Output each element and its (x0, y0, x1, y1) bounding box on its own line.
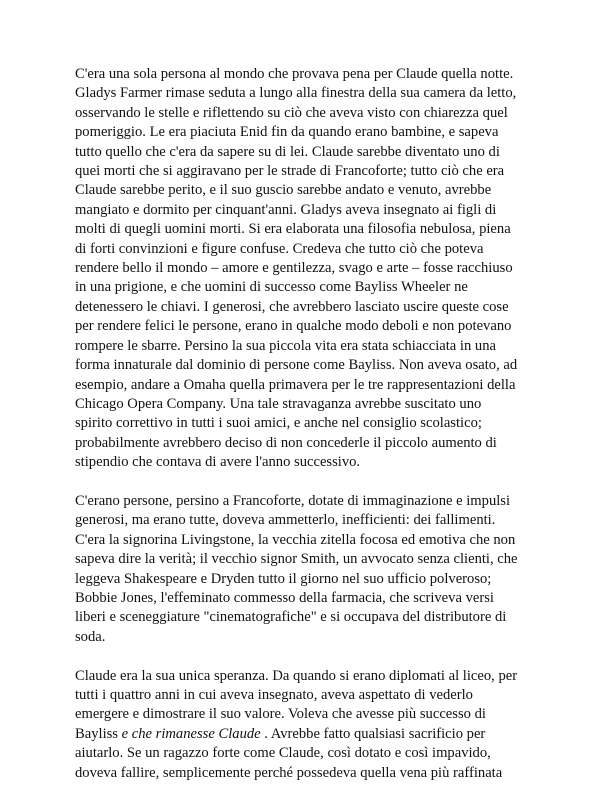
text-line: pomeriggio. Le era piaciuta Enid fin da quando erano bambine, e sapeva (75, 124, 499, 141)
text-line: stipendio che contava di avere l'anno successivo. (75, 454, 361, 471)
text-line: Chicago Opera Company. Una tale stravaganza avrebbe suscitato uno (75, 395, 482, 412)
text-line: tutti i quattro anni in cui aveva insegnato, aveva aspettato di vederlo (75, 686, 473, 703)
text-line: probabilmente avrebbero deciso di non concederle il piccolo aumento di (75, 434, 497, 451)
text-line: leggeva Shakespeare e Dryden tutto il giorno nel suo ufficio polveroso; (75, 570, 492, 587)
text-segment: Bayliss (75, 725, 122, 742)
text-line: sapeva dire la verità; il vecchio signor Smith, un avvocato senza clienti, che (75, 551, 518, 568)
text-line: Gladys Farmer rimase seduta a lungo alla finestra della sua camera da letto, (75, 85, 517, 102)
text-line: molti di quegli uomini morti. Si era elaborata una filosofia nebulosa, piena (75, 221, 511, 238)
text-line: emergere e dimostrare il suo valore. Voleva che avesse più successo di (75, 706, 486, 723)
text-line: di forti convinzioni e figure confuse. Credeva che tutto ciò che poteva (75, 240, 484, 257)
text-line: doveva fallire, semplicemente perché possedeva quella vena più raffinata (75, 764, 503, 781)
text-line: C'era una sola persona al mondo che provava pena per Claude quella notte. (75, 66, 514, 82)
text-line: Claude sarebbe perito, e il suo guscio sarebbe andato e venuto, avrebbe (75, 182, 492, 199)
text-line-mixed (75, 725, 535, 744)
paragraph-1 (75, 65, 535, 473)
text-line: aiutarlo. Se un ragazzo forte come Claude, così dotato e così impavido, (75, 745, 491, 762)
text-line: rompere le sbarre. Persino la sua piccola vita era stata schiacciata in una (75, 337, 497, 354)
paragraph-2 (75, 492, 535, 647)
text-line: forma innaturale dal dominio di persone come Bayliss. Non aveva osato, ad (75, 357, 518, 374)
text-line: quei morti che si aggiravano per le strade di Francoforte; tutto ciò che era (75, 163, 505, 180)
text-line: soda. (75, 628, 106, 645)
text-segment: . Avrebbe fatto qualsiasi sacrificio per (260, 725, 486, 742)
text-line: Bobbie Jones, l'effeminato commesso della farmacia, che scriveva versi (75, 589, 494, 606)
text-line: C'era la signorina Livingstone, la vecchia zitella focosa ed emotiva che non (75, 531, 516, 548)
text-line: detenessero le chiavi. I generosi, che avrebbero lasciato uscire queste cose (75, 298, 509, 315)
text-line: esempio, andare a Omaha quella primavera per le tre rappresentazioni della (75, 376, 516, 393)
text-line: per rendere felici le persone, erano in qualche modo deboli e non potevano (75, 318, 512, 335)
text-line: liberi e sceneggiature "cinematografiche" e si occupava del distributore di (75, 609, 507, 626)
text-line: tutto quello che c'era da sapere su di lei. Claude sarebbe diventato uno di (75, 143, 500, 160)
paragraph-3 (75, 667, 535, 783)
text-line: generosi, ma erano tutte, doveva ammetterlo, inefficienti: dei fallimenti. (75, 512, 496, 529)
text-line: Claude era la sua unica speranza. Da quando si erano diplomati al liceo, per (75, 667, 518, 684)
text-line: C'erano persone, persino a Francoforte, dotate di immaginazione e impulsi (75, 492, 511, 509)
text-line: spirito correttivo in tutti i suoi amici, e anche nel consiglio scolastico; (75, 415, 482, 432)
text-line: osservando le stelle e riflettendo su ciò che aveva visto con chiarezza quel (75, 104, 508, 121)
text-line: in una prigione, e che uomini di successo come Bayliss Wheeler ne (75, 279, 468, 296)
document-body (75, 65, 535, 802)
text-line: rendere bello il mondo – amore e gentilezza, svago e arte – fosse racchiuso (75, 260, 513, 277)
italic-segment: e che rimanesse Claude (121, 725, 261, 742)
text-line: mangiato e dormito per cinquant'anni. Gladys aveva insegnato ai figli di (75, 201, 497, 218)
